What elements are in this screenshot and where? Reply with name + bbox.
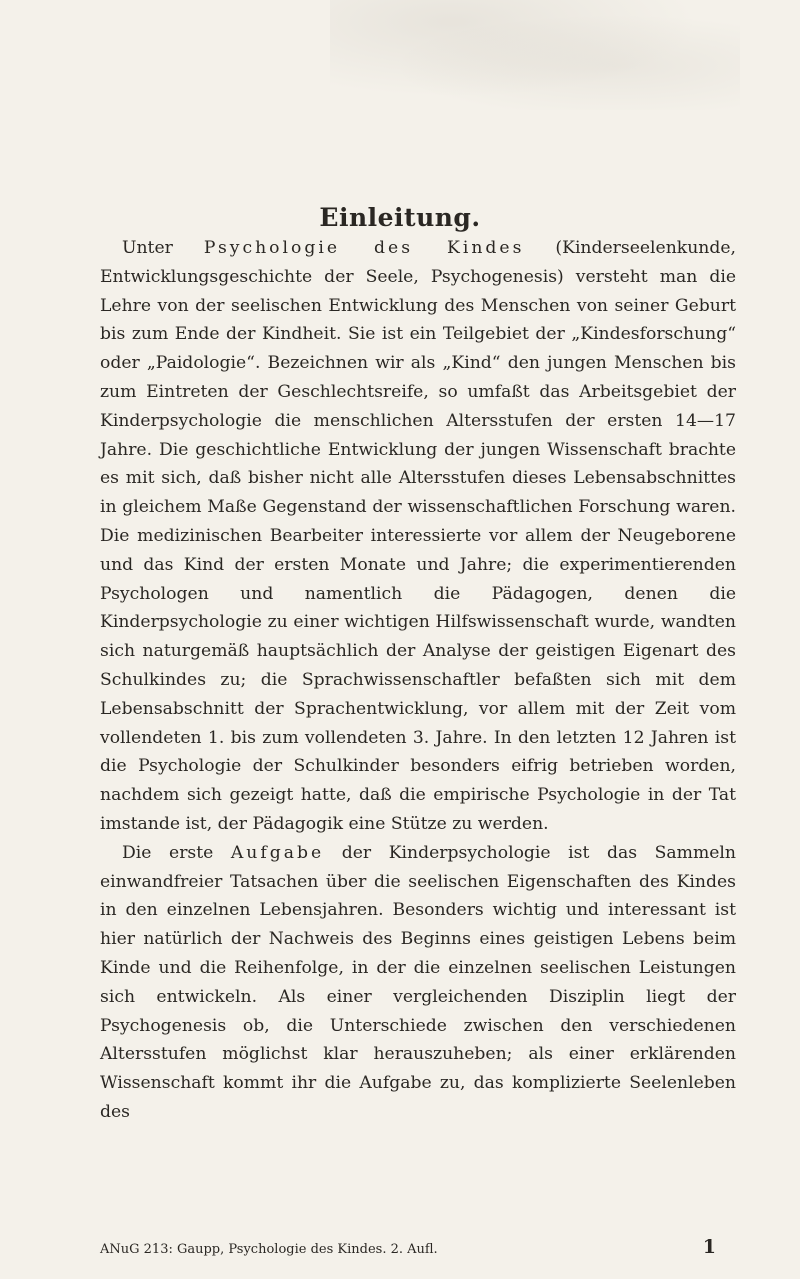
page-title: Einleitung. [319, 202, 481, 232]
page-footer [100, 1236, 736, 1258]
paragraph-2-emphasis: Aufgabe [230, 842, 325, 863]
paragraph-1-lead: Unter [122, 238, 204, 258]
paragraph-2-lead: Die erste [122, 842, 231, 863]
paragraph-1-text: (Kinderseelenkunde, Entwicklungsgeschichte der Seele, Psychogenesis) versteht man die Lehre von der seelischen Entwicklung des Menschen von seiner Geburt bis zum Ende der Kindheit. Sie ist ein Teilgebiet der „Kindesforschung“ oder „Paidologie“. Bezeichnen wir als „Kind“ den jungen Menschen bis zum Eintreten der Geschlechtsreife, so umfaßt das Arbeitsgebiet der Kinderpsychologie die menschlichen Altersstufen der ersten 14—17 Jahre. Die geschichtliche Entwicklung der jungen Wissenschaft brachte es mit sich, daß bisher nicht alle Altersstufen dieses Lebensabschnittes in gleichem Maße Gegenstand der wissenschaftlichen Forschung waren. Die medizinischen Bearbeiter interessierte vor allem der Neugeborene und das Kind der ersten Monate und Jahre; die experimentierenden Psychologen und namentlich die Pädagogen, denen die Kinderpsychologie zu einer wichtigen Hilfswissenschaft wurde, wandten sich naturgemäß hauptsächlich der Analyse der geistigen Eigenart des Schulkindes zu; die Sprachwissenschaftler befaßten sich mit dem Lebensabschnitt der Sprachentwicklung, vor allem mit der Zeit vom vollendeten 1. bis zum vollendeten 3. Jahre. In den letzten 12 Jahren ist die Psychologie der Schulkinder besonders eifrig betrieben worden, nachdem sich gezeigt hatte, daß die empirische Psychologie in der Tat imstande ist, der Pädagogik eine Stütze zu werden. [100, 238, 736, 834]
sheet-number: 1 [702, 1236, 716, 1258]
series-reference: ANuG 213: Gaupp, Psychologie des Kindes. 2. Aufl. [100, 1242, 438, 1257]
paragraph-2-text: der Kinderpsychologie ist das Sammeln einwandfreier Tatsachen über die seelischen Eigenschaften des Kindes in den einzelnen Lebensjahren. Besonders wichtig und interessant ist hier natürlich der Nachweis des Beginns eines geistigen Lebens beim Kinde und die Reihenfolge, in der die einzelnen seelischen Leistungen sich entwickeln. Als einer vergleichenden Disziplin liegt der Psychogenesis ob, die Unterschiede zwischen den verschiedenen Altersstufen möglichst klar herauszuheben; als einer erklärenden Wissenschaft kommt ihr die Aufgabe zu, das komplizierte Seelenleben des [100, 842, 736, 1122]
page-bleed-through [330, 0, 740, 110]
body-text [100, 234, 736, 1127]
paragraph-2 [100, 839, 736, 1127]
paragraph-1 [100, 234, 736, 839]
paragraph-1-emphasis: Psychologie des Kindes [203, 238, 525, 258]
